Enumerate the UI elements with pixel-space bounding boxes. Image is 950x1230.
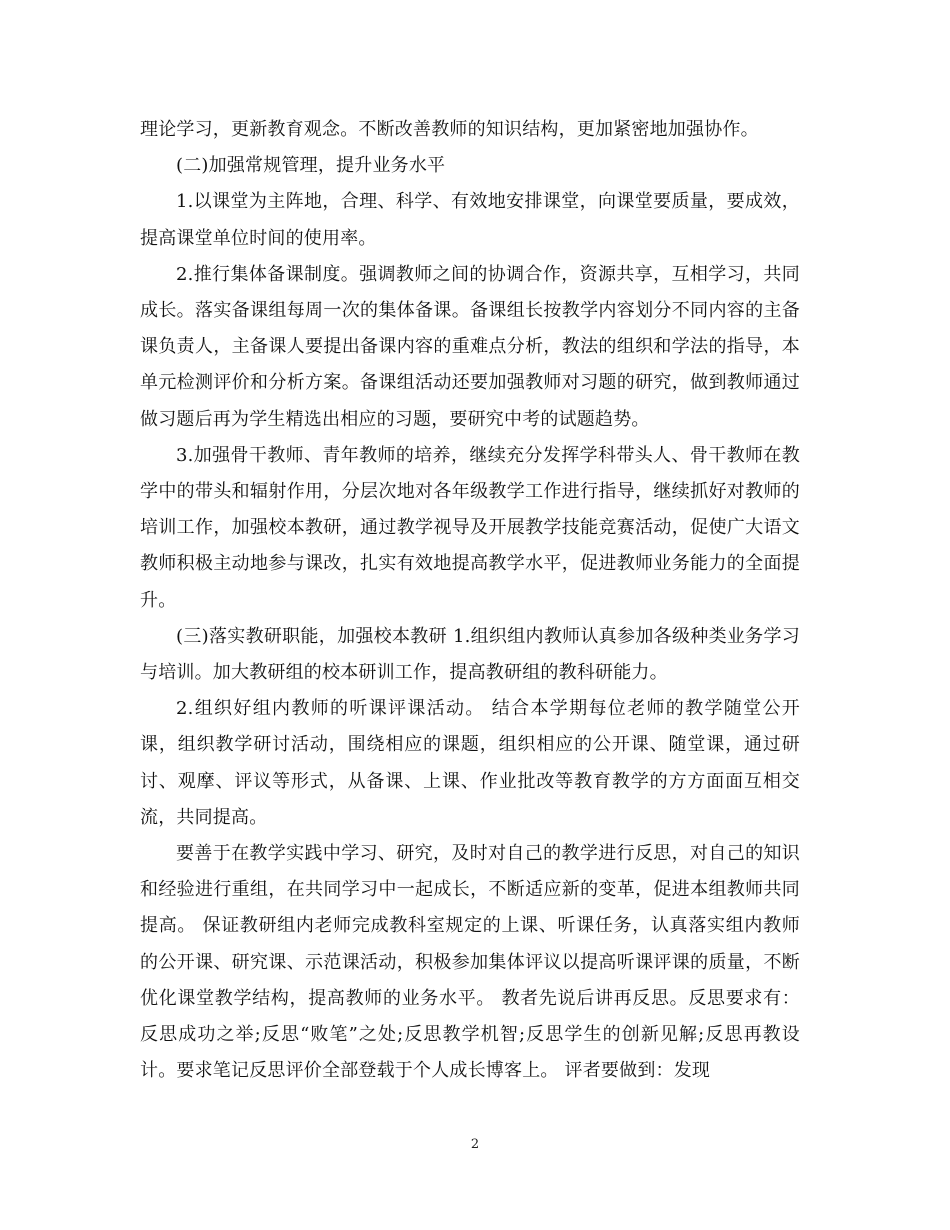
section-heading-2: (二)加强常规管理，提升业务水平	[176, 155, 446, 177]
paragraph-item-4: 2.组织好组内教师的听课评课活动。 结合本学期每位老师的教学随堂公开课，组织教学研讨活动，围绕相应的课题，组织相应的公开课、随堂课，通过研讨、观摩、评议等形式，从备课、上课、作业批改等教育教学的方方面面互相交流，共同提高。	[140, 698, 800, 828]
paragraph-item-2: 2.推行集体备课制度。强调教师之间的协调合作，资源共享，互相学习，共同成长。落实备课组每周一次的集体备课。备课组长按教学内容划分不同内容的主备课负责人，主备课人要提出备课内容的重难点分析，教法的组织和学法的指导，本单元检测评价和分析方案。备课组活动还要加强教师对习题的研究，做到教师通过做习题后再为学生精选出相应的习题，要研究中考的试题趋势。	[140, 263, 800, 430]
paragraph-item-3: 3.加强骨干教师、青年教师的培养，继续充分发挥学科带头人、骨干教师在教学中的带头和辐射作用，分层次地对各年级教学工作进行指导，继续抓好对教师的培训工作，加强校本教研，通过教学视导及开展教学技能竞赛活动，促使广大语文教师积极主动地参与课改，扎实有效地提高教学水平，促进教师业务能力的全面提升。	[140, 444, 800, 611]
paragraph-continued: 理论学习，更新教育观念。不断改善教师的知识结构，更加紧密地加强协作。	[140, 119, 759, 140]
paragraph-reflection: 要善于在教学实践中学习、研究，及时对自己的教学进行反思，对自己的知识和经验进行重组，在共同学习中一起成长，不断适应新的变革，促进本组教师共同提高。 保证教研组内老师完成教科室规定的上课、听课任务，认真落实组内教师的公开课、研究课、示范课活动，积极参加集体评议以提高听课评课的质量，不断优化课堂教学结构，提高教师的业务水平。 教者先说后讲再反思。反思要求有：反思成功之举;反思“败笔”之处;反思教学机智;反思学生的创新见解;反思再教设计。要求笔记反思评价全部登载于个人成长博客上。 评者要做到：发现	[140, 843, 800, 1082]
page-number: 2	[470, 1137, 480, 1152]
paragraph-item-1: 1.以课堂为主阵地，合理、科学、有效地安排课堂，向课堂要质量，要成效，提高课堂单位时间的使用率。	[140, 191, 800, 249]
section-heading-3: (三)落实教研职能，加强校本教研 1.组织组内教师认真参加各级种类业务学习与培训。加大教研组的校本研训工作，提高教研组的教科研能力。	[140, 625, 800, 684]
body-text	[140, 112, 800, 1089]
